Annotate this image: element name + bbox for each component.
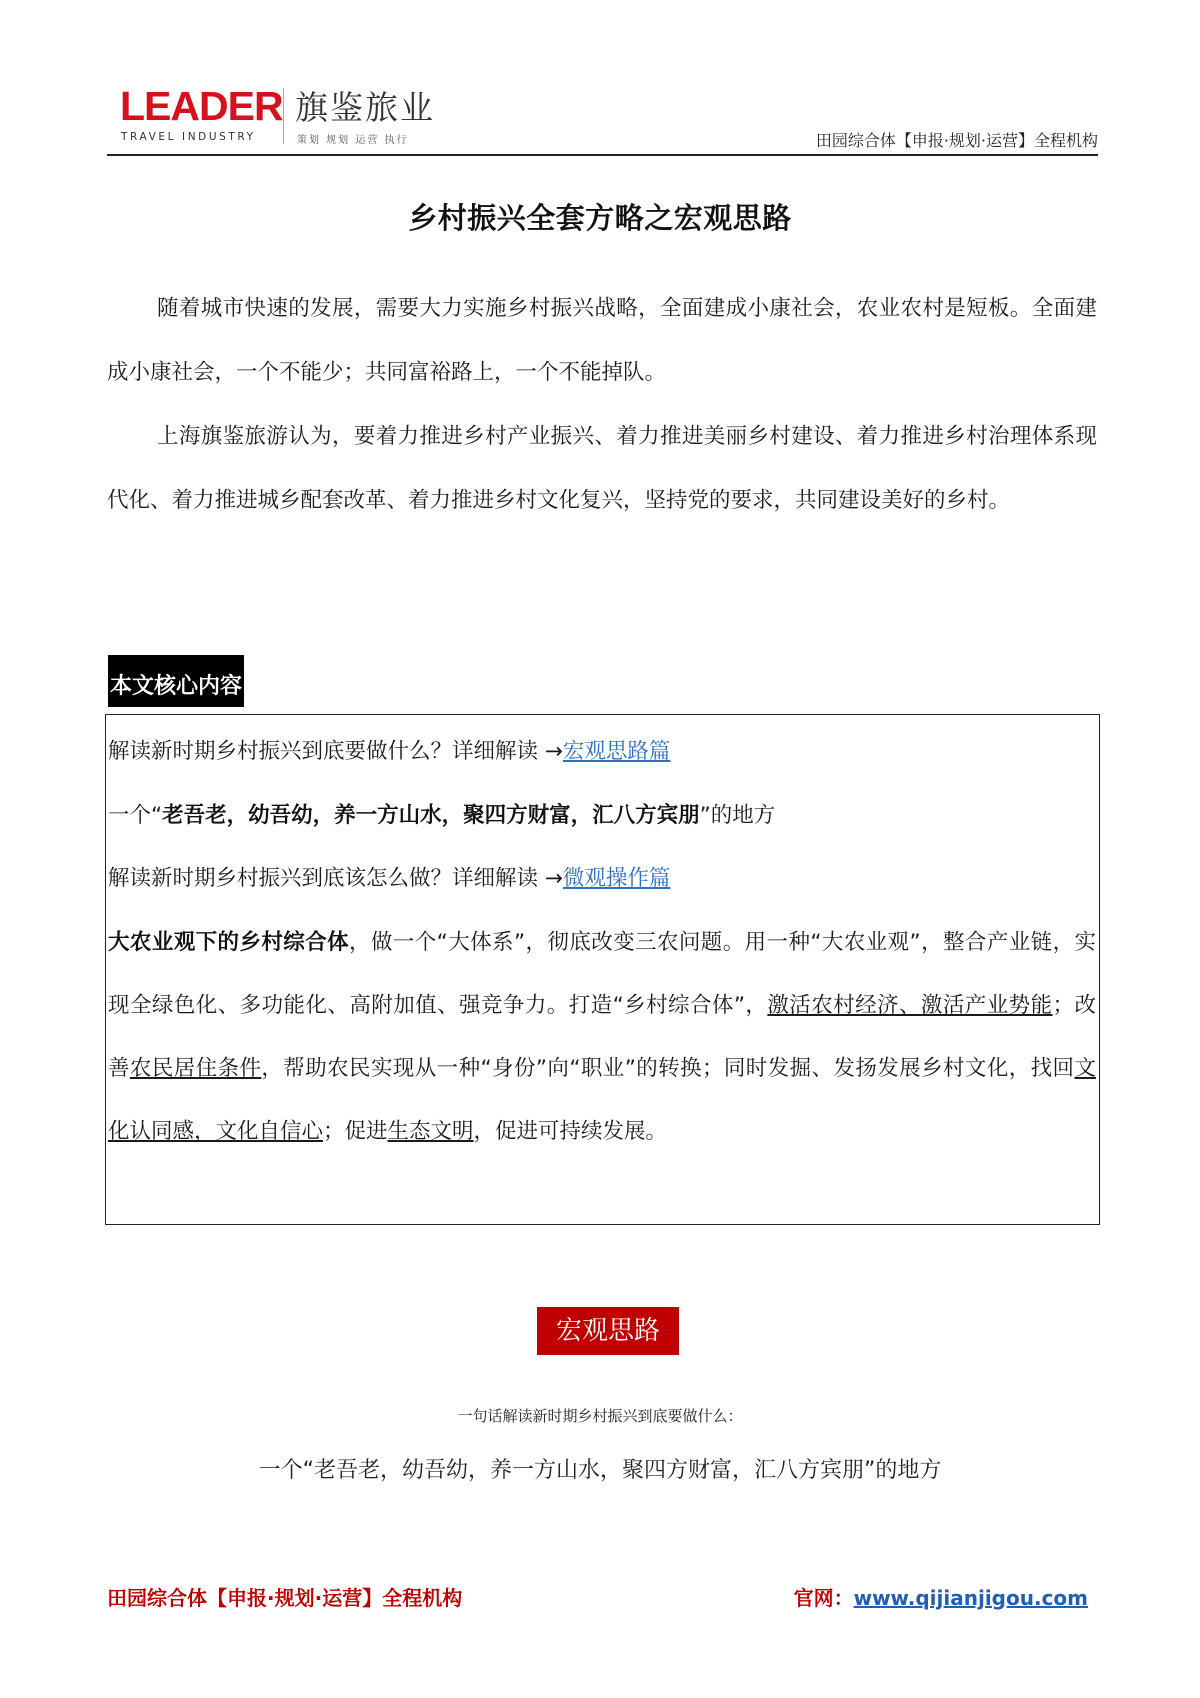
logo-cn: 旗鉴旅业 bbox=[295, 88, 435, 127]
macro-strategy-link[interactable]: 宏观思路篇 bbox=[562, 739, 671, 764]
page-title: 乡村振兴全套方略之宏观思路 bbox=[408, 201, 792, 235]
slogan-bold: 老吾老，幼吾幼，养一方山水，聚四方财富，汇八方宾朋 bbox=[162, 803, 700, 828]
core-line-micro bbox=[108, 847, 1096, 911]
logo-subtitle-cn: 策划 规划 运营 执行 bbox=[297, 135, 409, 146]
logo-leader: LEADER bbox=[120, 83, 283, 129]
website-link[interactable]: www.qijianjigou.com bbox=[853, 1586, 1088, 1610]
core-paragraph-text-3: ，帮助农民实现从一种“身份”向“职业”的转换；同时发掘、发扬发展乡村文化，找回 bbox=[261, 1056, 1075, 1081]
core-line-slogan bbox=[108, 784, 1096, 848]
core-line-macro-text: 解读新时期乡村振兴到底要做什么？详细解读 → bbox=[108, 739, 563, 764]
core-line-macro bbox=[108, 720, 1096, 784]
footer-website bbox=[794, 1582, 1088, 1611]
section-tag-macro: 宏观思路 bbox=[537, 1307, 679, 1355]
core-paragraph-text-5: ，促进可持续发展。 bbox=[473, 1119, 668, 1144]
core-line-micro-text: 解读新时期乡村振兴到底该怎么做？详细解读 → bbox=[108, 866, 563, 891]
slogan-suffix: ”的地方 bbox=[699, 803, 776, 828]
core-paragraph bbox=[108, 911, 1096, 1163]
footer-tagline: 田园综合体【申报·规划·运营】全程机构 bbox=[107, 1586, 463, 1610]
underlined-culture: 文化认同感，文化自信心 bbox=[108, 1056, 1096, 1144]
underlined-economy: 激活农村经济、激活产业势能 bbox=[767, 993, 1053, 1018]
core-paragraph-text-4: ；促进 bbox=[323, 1119, 388, 1144]
core-paragraph-text-2: ；改善 bbox=[108, 993, 1096, 1081]
header-divider bbox=[107, 154, 1098, 156]
slogan-prefix: 一个“ bbox=[108, 803, 163, 828]
micro-operation-link[interactable]: 微观操作篇 bbox=[562, 866, 671, 891]
intro-paragraph-2: 上海旗鉴旅游认为，要着力推进乡村产业振兴、着力推进美丽乡村建设、着力推进乡村治理体系现代化、着力推进城乡配套改革、着力推进乡村文化复兴，坚持党的要求，共同建设美好的乡村。 bbox=[107, 424, 1097, 513]
underlined-housing: 农民居住条件 bbox=[129, 1056, 262, 1081]
core-paragraph-text-1: ，做一个“大体系”，彻底改变三农问题。用一种“大农业观”，整合产业链，实现全绿色化、多功能化、高附加值、强竞争力。打造“乡村综合体”， bbox=[108, 930, 1096, 1018]
header-tagline: 田园综合体【申报·规划·运营】全程机构 bbox=[815, 131, 1098, 150]
core-content-label: 本文核心内容 bbox=[108, 655, 244, 707]
footer-website-label: 官网： bbox=[793, 1586, 854, 1610]
section-subtitle: 一句话解读新时期乡村振兴到底要做什么： bbox=[457, 1407, 743, 1425]
intro-paragraph-1: 随着城市快速的发展，需要大力实施乡村振兴战略，全面建成小康社会，农业农村是短板。全面建成小康社会，一个不能少；共同富裕路上，一个不能掉队。 bbox=[107, 296, 1097, 385]
logo-subtitle-en: TRAVEL INDUSTRY bbox=[121, 131, 256, 143]
core-paragraph-bold: 大农业观下的乡村综合体 bbox=[108, 930, 350, 955]
underlined-ecology: 生态文明 bbox=[387, 1119, 474, 1144]
logo-divider bbox=[283, 88, 284, 144]
section-summary: 一个“老吾老，幼吾幼，养一方山水，聚四方财富，汇八方宾朋”的地方 bbox=[258, 1458, 942, 1483]
